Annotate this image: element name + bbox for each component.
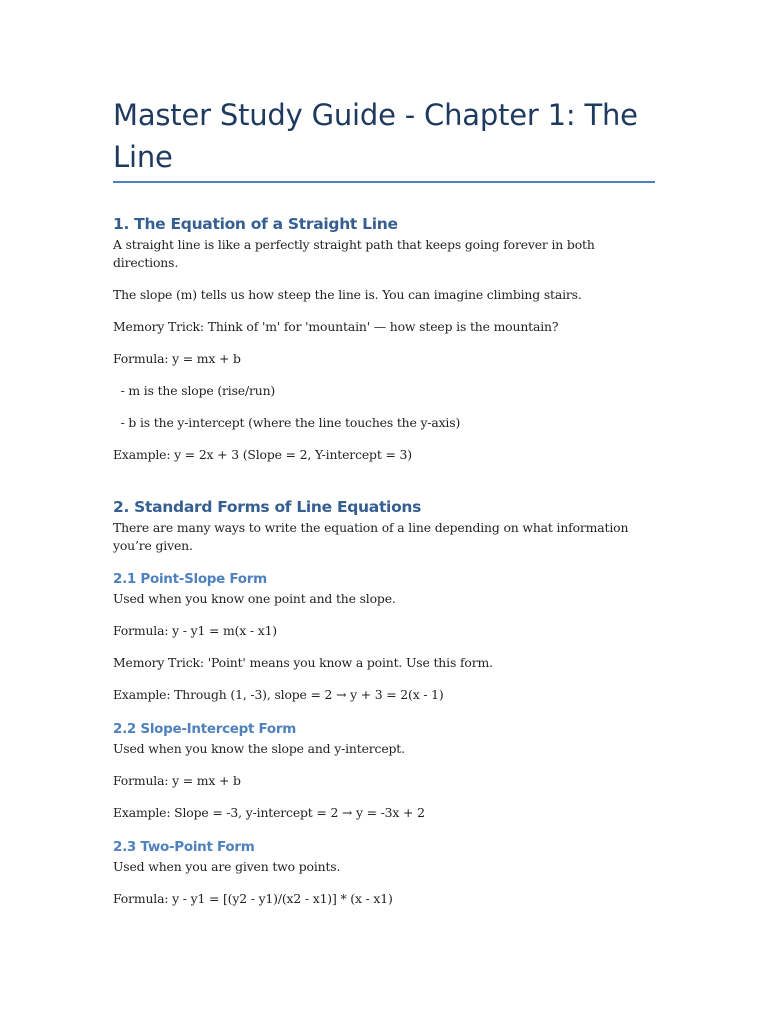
subsection-2-1-paragraph: Used when you know one point and the slope. — [113, 591, 396, 606]
subsection-2-1-memory-trick: Memory Trick: 'Point' means you know a point. Use this form. — [113, 655, 493, 670]
subsection-2-2-heading: 2.2 Slope-Intercept Form — [113, 721, 297, 737]
document-title: Master Study Guide - Chapter 1: The Line — [113, 98, 638, 174]
section-1-formula-note: - m is the slope (rise/run) — [113, 383, 276, 398]
subsection-2-3-formula: Formula: y - y1 = [(y2 - y1)/(x2 - x1)] * (x - x1) — [113, 891, 393, 906]
section-1-paragraph: Memory Trick: Think of 'm' for 'mountain' — how steep is the mountain? — [113, 319, 559, 334]
section-1-example: Example: y = 2x + 3 (Slope = 2, Y-intercept = 3) — [113, 447, 412, 462]
section-1-paragraph: A straight line is like a perfectly straight path that keeps going forever in both directions. — [113, 237, 599, 270]
subsection-2-1-formula: Formula: y - y1 = m(x - x1) — [113, 623, 277, 638]
title-divider — [113, 181, 655, 183]
subsection-2-3-heading: 2.3 Two-Point Form — [113, 839, 255, 855]
section-1-formula: Formula: y = mx + b — [113, 351, 241, 366]
subsection-2-3-paragraph: Used when you are given two points. — [113, 859, 341, 874]
section-1-formula-note: - b is the y-intercept (where the line touches the y-axis) — [113, 415, 461, 430]
document-page — [113, 94, 655, 908]
subsection-2-2-example: Example: Slope = -3, y-intercept = 2 → y = -3x + 2 — [113, 805, 425, 820]
subsection-2-2-formula: Formula: y = mx + b — [113, 773, 241, 788]
subsection-2-1-heading: 2.1 Point-Slope Form — [113, 571, 267, 587]
section-2-intro: There are many ways to write the equation of a line depending on what information you’re given. — [113, 520, 633, 553]
subsection-2-2-paragraph: Used when you know the slope and y-intercept. — [113, 741, 405, 756]
section-1-heading: 1. The Equation of a Straight Line — [113, 215, 398, 233]
section-2-heading: 2. Standard Forms of Line Equations — [113, 498, 422, 516]
section-1-paragraph: The slope (m) tells us how steep the line is. You can imagine climbing stairs. — [113, 287, 582, 302]
subsection-2-1-example: Example: Through (1, -3), slope = 2 → y + 3 = 2(x - 1) — [113, 687, 444, 702]
